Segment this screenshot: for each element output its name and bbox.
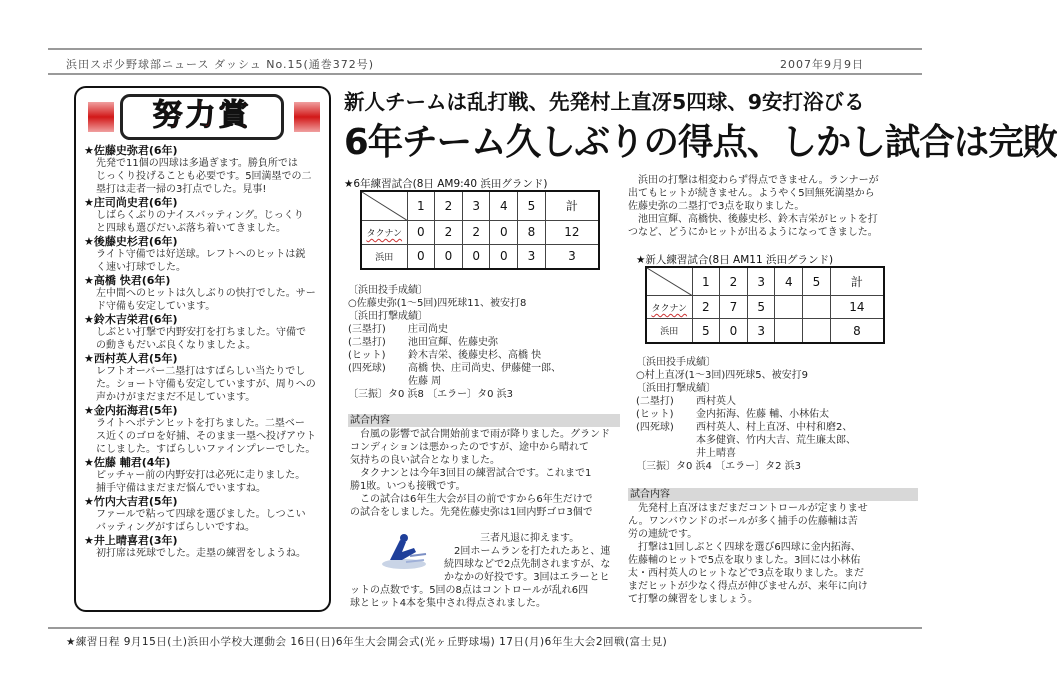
game1-batting-names: 池田宣輝、佐藤史弥 — [408, 337, 498, 348]
game2-batting-names: 西村英人、村上直冴、中村和磨2、 — [696, 422, 853, 433]
game2-pitchers-label: 〔浜田投手成績〕 — [636, 357, 716, 368]
award-entry-text: レフトオーバー二塁打はすばらしい当たりでし — [96, 366, 306, 377]
award-entry-text: 先発で11個の四球は多過ぎます。勝負所では — [96, 158, 298, 169]
game1-batting-row — [348, 375, 628, 388]
game1-team-name: 浜田 — [361, 244, 407, 269]
game1-batting-names: 鈴木吉栄、後藤史杉、高橋 快 — [408, 350, 542, 361]
article-line: 太・西村英人のヒットなどで3点を取りました。まだ — [628, 568, 865, 579]
award-entry-text: じっくり投げることも必要です。5回満塁での二 — [96, 171, 312, 182]
issue-date: 2007年9月9日 — [780, 58, 864, 71]
game2-inning-header: 3 — [747, 267, 775, 296]
game2-score-cell: 2 — [692, 296, 720, 319]
game1-score-row — [361, 244, 599, 269]
article-line: かなかの好投です。3回はエラーとヒ — [444, 572, 610, 583]
award-entry-text: ド守備も安定しています。 — [96, 301, 216, 312]
game2-batting-type: (ヒット) — [636, 409, 674, 420]
game1-team-name: タクナン — [361, 220, 407, 244]
game1-score-cell: 2 — [435, 220, 463, 244]
game1-inning-header: 計 — [545, 191, 599, 220]
game2-batting-names: 本多健資、竹内大吉、荒生廉太郎、 — [696, 435, 856, 446]
game1-score-cell: 0 — [407, 220, 435, 244]
game1-batting-row — [348, 323, 628, 336]
game1-batting-names: 高橋 快、庄司尚史、伊藤健一郎、 — [408, 363, 562, 374]
article-line: 労の連続です。 — [628, 529, 698, 540]
game1-score-cell: 3 — [518, 244, 546, 269]
game2-score-cell — [803, 296, 831, 319]
game2-stats — [636, 356, 916, 473]
game1-content-end — [350, 584, 626, 610]
article-line: 池田宣輝、高橋快、後藤史杉、鈴木吉栄がヒットを打 — [638, 214, 878, 225]
game2-pitchers: ○村上直冴(1〜3回)四死球5、被安打9 — [636, 370, 808, 381]
game1-pitchers-label: 〔浜田投手成績〕 — [348, 285, 428, 296]
award-decoration-left — [88, 102, 114, 132]
award-entry-text: にしました。すばらしいファインプレーでした。 — [96, 444, 316, 455]
game1-corner-cell — [361, 191, 407, 220]
award-entry-name: ★佐藤 輔君(4年) — [84, 456, 171, 469]
game2-score-cell — [775, 296, 803, 319]
game1-score-cell: 0 — [435, 244, 463, 269]
game1-batting-names: 佐藤 周 — [408, 376, 442, 387]
award-entry-name: ★佐藤史弥君(6年) — [84, 144, 178, 157]
game2-batting-row — [636, 421, 916, 434]
game1-batting-type: (二塁打) — [348, 337, 386, 348]
game2-score-cell — [803, 319, 831, 343]
game2-score-cell: 3 — [747, 319, 775, 343]
game2-batting-row — [636, 395, 916, 408]
header-rule — [48, 73, 922, 75]
article-line: 球とヒット4本を集中され得点されました。 — [350, 598, 547, 609]
game2-team-name: 浜田 — [646, 319, 692, 343]
award-entry-name: ★庄司尚史君(6年) — [84, 196, 178, 209]
game1-score-cell: 2 — [462, 220, 490, 244]
award-entry-text: ライトへポテンヒットを打ちました。二塁ベー — [96, 418, 305, 429]
article-line: ットの点数です。5回の8点はコントロールが乱れ6四 — [350, 585, 589, 596]
article-line: コンディションは悪かったのですが、途中から晴れて — [350, 442, 589, 453]
award-entry-name: ★西村英人君(5年) — [84, 352, 178, 365]
game2-score-cell: 0 — [720, 319, 748, 343]
practice-schedule: ★練習日程 9月15日(土)浜田小学校大運動会 16日(日)6年生大会開会式(光ヶ丘野球場) 17日(月)6年生大会2回戦(富士見) — [66, 636, 668, 648]
game2-content — [628, 502, 918, 606]
award-entry-name: ★金内拓海君(5年) — [84, 404, 178, 417]
award-entry-text: く速い打球でした。 — [96, 262, 186, 273]
game2-score-cell — [775, 319, 803, 343]
game1-batting-row — [348, 336, 628, 349]
headline-sub: 新人チームは乱打戦、先発村上直冴5四球、9安打浴びる — [344, 90, 865, 114]
award-entry-name: ★竹内大吉君(5年) — [84, 495, 178, 508]
game2-inning-header: 5 — [803, 267, 831, 296]
award-entry-text: しばらくぶりのナイスバッティング。じっくり — [96, 210, 304, 221]
game2-content-label: 試合内容 — [628, 488, 918, 501]
award-entry-text: 塁打は走者一掃の3打点でした。見事! — [96, 184, 267, 195]
award-entry-text: ファールで粘って四球を選びました。しつこい — [96, 509, 306, 520]
game2-inning-header: 1 — [692, 267, 720, 296]
article-line: 続四球などで2点先制されますが、な — [444, 559, 611, 570]
game2-batting — [636, 395, 916, 460]
award-entry-text: と四球も選びだいぶ落ち着いてきました。 — [96, 223, 286, 234]
award-entry-name: ★井上晴喜君(3年) — [84, 534, 178, 547]
article-line: 勝1敗。いつも接戦です。 — [350, 481, 466, 492]
pitcher-illustration — [380, 530, 434, 570]
award-entry-text: 捕手守備はまだまだ悩んでいますね。 — [96, 483, 266, 494]
game2-batting-label: 〔浜田打撃成績〕 — [636, 383, 716, 394]
game1-batting-names: 庄司尚史 — [408, 324, 448, 335]
game1-stats — [348, 284, 628, 401]
newsletter-title: 浜田スポ少野球部ニュース ダッシュ No.15(通巻372号) — [66, 58, 375, 71]
game1-content — [350, 428, 626, 519]
article-line: 打撃は1回しぶとく四球を選び6四球に金内拓海、 — [638, 542, 861, 553]
game2-team-name: タクナン — [646, 296, 692, 319]
award-entry-text: しぶとい打撃で内野安打を打ちました。守備で — [96, 327, 306, 338]
award-entry-text: ライト守備では好送球。レフトへのヒットは鋭 — [96, 249, 306, 260]
award-entry-text: 初打席は死球でした。走塁の練習をしようね。 — [96, 548, 306, 559]
award-title: 努力賞 — [120, 94, 284, 140]
game1-batting — [348, 323, 628, 388]
award-entry-text: 声かけがまだまだ不足しています。 — [96, 392, 256, 403]
article-line: 2回ホームランを打たれたあと、連 — [454, 546, 611, 557]
game1-strikeouts: 〔三振〕タ0 浜8 〔エラー〕タ0 浜3 — [348, 389, 513, 400]
top-rule — [48, 48, 922, 50]
game1-pitchers: ○佐藤史弥(1〜5回)四死球11、被安打8 — [348, 298, 527, 309]
award-decoration-right — [294, 102, 320, 132]
game1-inning-header: 5 — [518, 191, 546, 220]
game1-inning-header: 3 — [462, 191, 490, 220]
game1-score-cell: 0 — [407, 244, 435, 269]
article-line: ん。ワンバウンドのボールが多く捕手の佐藤輔は苦 — [628, 516, 858, 527]
headline-main: 6年チーム久しぶりの得点、しかし試合は完敗 — [344, 122, 1057, 163]
game1-score-cell: 0 — [462, 244, 490, 269]
award-entry-text: バッティングがすばらしいですね。 — [96, 522, 255, 533]
game1-batting-label: 〔浜田打撃成績〕 — [348, 311, 428, 322]
game1-caption: ★6年練習試合(8日 AM9:40 浜田グランド) — [344, 178, 548, 190]
award-entry-text: た。ショート守備も安定していますが、周りへの — [96, 379, 316, 390]
game1-score-cell: 0 — [490, 244, 518, 269]
game1-content-continued — [628, 174, 918, 239]
game2-batting-row — [636, 408, 916, 421]
game1-score-cell: 8 — [518, 220, 546, 244]
article-line: この試合は6年生大会が目の前ですから6年生だけで — [360, 494, 593, 505]
article-line: 浜田の打撃は相変わらず得点できません。ランナーが — [638, 175, 879, 186]
article-line: タクナンとは今年3回目の練習試合です。これまで1 — [360, 468, 592, 479]
game2-strikeouts: 〔三振〕タ0 浜4 〔エラー〕タ2 浜3 — [636, 461, 801, 472]
game1-score-cell: 12 — [545, 220, 599, 244]
game2-score-cell: 5 — [692, 319, 720, 343]
game2-batting-type: (二塁打) — [636, 396, 674, 407]
game1-batting-type: (ヒット) — [348, 350, 386, 361]
article-line: て打撃の練習をしましょう。 — [628, 594, 758, 605]
game2-caption: ★新人練習試合(8日 AM11 浜田グランド) — [636, 254, 834, 266]
footer-rule — [48, 627, 922, 629]
game1-content-wrap — [444, 532, 626, 584]
game1-content-label: 試合内容 — [348, 414, 620, 427]
award-entry-text: 左中間へのヒットは久しぶりの快打でした。サー — [96, 288, 316, 299]
game2-inning-header: 計 — [830, 267, 884, 296]
article-line: 佐藤史弥の二塁打で3点を取りました。 — [628, 201, 805, 212]
game1-inning-header: 1 — [407, 191, 435, 220]
award-entry-text: ピッチャー前の内野安打は必死に走りました。 — [96, 470, 306, 481]
game2-batting-names: 西村英人 — [696, 396, 736, 407]
article-line: 台風の影響で試合開始前まで雨が降りました。グランド — [360, 429, 610, 440]
award-entry-text: ス近くのゴロを好捕、そのまま一塁へ投げアウト — [96, 431, 316, 442]
game2-score-row — [646, 319, 884, 343]
game2-score-cell: 5 — [747, 296, 775, 319]
game1-scoreboard — [360, 190, 600, 270]
game1-batting-row — [348, 349, 628, 362]
game2-score-cell: 14 — [830, 296, 884, 319]
game2-batting-row — [636, 434, 916, 447]
game2-batting-names: 井上晴喜 — [696, 448, 736, 459]
award-entry-name: ★高橋 快君(6年) — [84, 274, 171, 287]
award-list — [84, 144, 325, 560]
award-entry-name: ★後藤史杉君(6年) — [84, 235, 178, 248]
game1-score-cell: 3 — [545, 244, 599, 269]
article-line: 佐藤輔のヒットで5点を取りました。3回には小林佑 — [628, 555, 861, 566]
game2-batting-type: (四死球) — [636, 422, 674, 433]
game1-score-row — [361, 220, 599, 244]
game2-batting-names: 金内拓海、佐藤 輔、小林佑太 — [696, 409, 830, 420]
article-line: まだヒットが少なく得点が伸びませんが、来年に向け — [628, 581, 868, 592]
article-line: 先発村上直冴はまだまだコントロールが定まりませ — [638, 503, 868, 514]
game2-score-row — [646, 296, 884, 319]
game1-batting-type: (四死球) — [348, 363, 386, 374]
article-line: 出てもヒットが続きません。ようやく5回無死満塁から — [628, 188, 875, 199]
award-entry-name: ★鈴木吉栄君(6年) — [84, 313, 178, 326]
game2-corner-cell — [646, 267, 692, 296]
game2-scoreboard — [645, 266, 885, 344]
article-line: 気持ちの良い試合となりました。 — [350, 455, 500, 466]
article-line: つなど、どうにかヒットが出るようになってきました。 — [628, 227, 878, 238]
article-line: の試合をしました。先発佐藤史弥は1回内野ゴロ3個で — [350, 507, 593, 518]
game1-batting-type: (三塁打) — [348, 324, 386, 335]
game1-batting-row — [348, 362, 628, 375]
article-line: 三者凡退に抑えます。 — [480, 533, 580, 544]
game1-inning-header: 4 — [490, 191, 518, 220]
game2-inning-header: 2 — [720, 267, 748, 296]
award-entry-text: の動きもだいぶ良くなりましたよ。 — [96, 340, 256, 351]
game2-score-cell: 8 — [830, 319, 884, 343]
game2-batting-row — [636, 447, 916, 460]
award-box — [74, 86, 331, 612]
game2-score-cell: 7 — [720, 296, 748, 319]
game1-score-cell: 0 — [490, 220, 518, 244]
game1-inning-header: 2 — [435, 191, 463, 220]
game2-inning-header: 4 — [775, 267, 803, 296]
